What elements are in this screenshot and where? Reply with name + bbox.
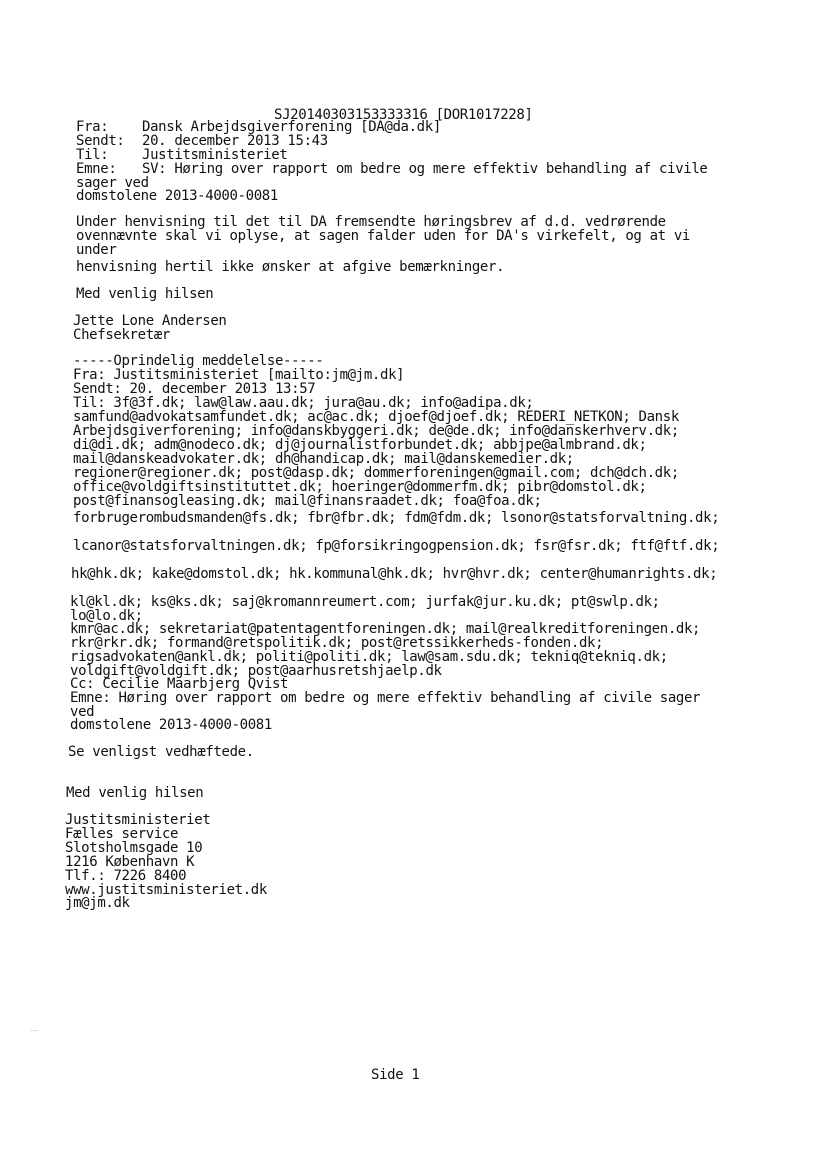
recipient-line: Arbejdsgiverforening; info@danskbyggeri.dk; de@de.dk; info@danskerhverv.dk; — [73, 423, 679, 439]
signature-line: 1216 København K — [65, 854, 195, 870]
recipient-line: Til: 3f@3f.dk; law@law.aau.dk; jura@au.dk; info@adipa.dk; — [73, 395, 534, 411]
signature-line: Tlf.: 7226 8400 — [65, 868, 187, 884]
signature-line: www.justitsministeriet.dk — [65, 882, 267, 898]
reference-id: SJ20140303153333316 [DOR1017228] — [274, 107, 533, 123]
to-value: Justitsministeriet — [142, 147, 288, 163]
recipient-line: rkr@rkr.dk; formand@retspolitik.dk; post@retssikkerheds-fonden.dk; — [70, 635, 604, 651]
recipient-line: office@voldgiftsinstituttet.dk; hoeringer@dommerfm.dk; pibr@domstol.dk; — [73, 479, 647, 495]
subject-label: Emne: — [76, 161, 117, 177]
subject-cont-1: sager ved — [76, 175, 149, 191]
recipient-line: di@di.dk; adm@nodeco.dk; dj@journalistforbundet.dk; abbjpe@almbrand.dk; — [73, 437, 647, 453]
recipient-line: voldgift@voldgift.dk; post@aarhusretshjaelp.dk — [70, 663, 442, 679]
original-subject-line: domstolene 2013-4000-0081 — [70, 717, 272, 733]
reply-signature-name: Jette Lone Andersen — [73, 313, 227, 329]
recipient-line: kmr@ac.dk; sekretariat@patentagentforeningen.dk; mail@realkreditforeningen.dk; — [70, 621, 701, 637]
subject-row — [76, 162, 708, 176]
signature-line: Fælles service — [65, 826, 179, 842]
recipient-line: lcanor@statsforvaltningen.dk; fp@forsikringogpension.dk; fsr@fsr.dk; ftf@ftf.dk; — [73, 538, 720, 554]
original-closing: Med venlig hilsen — [66, 785, 204, 801]
recipient-line: lo@lo.dk; — [70, 608, 143, 624]
recipient-line: forbrugerombudsmanden@fs.dk; fbr@fbr.dk; fdm@fdm.dk; lsonor@statsforvaltning.dk; — [73, 510, 720, 526]
from-value: Dansk Arbejdsgiverforening [DA@da.dk] — [142, 119, 441, 135]
page-footer: Side 1 — [371, 1067, 420, 1083]
reply-body-line: Under henvisning til det til DA fremsendte høringsbrev af d.d. vedrørende — [76, 214, 666, 230]
recipient-line: mail@danskeadvokater.dk; dh@handicap.dk; mail@danskemedier.dk; — [73, 451, 574, 467]
signature-line: Slotsholmsgade 10 — [65, 840, 203, 856]
original-separator: -----Oprindelig meddelelse----- — [73, 353, 324, 369]
reply-body-line: ovennævnte skal vi oplyse, at sagen falder uden for DA's virkefelt, og at vi — [76, 228, 690, 244]
reply-body-line: henvisning hertil ikke ønsker at afgive bemærkninger. — [76, 259, 505, 275]
subject-value: SV: Høring over rapport om bedre og mere effektiv behandling af civile — [142, 161, 708, 177]
from-row — [76, 120, 441, 134]
original-from: Fra: Justitsministeriet [mailto:jm@jm.dk] — [73, 367, 405, 383]
sent-value: 20. december 2013 15:43 — [142, 133, 328, 149]
scan-artifact — [30, 1030, 38, 1031]
signature-line: jm@jm.dk — [65, 895, 130, 911]
recipient-line: samfund@advokatsamfundet.dk; ac@ac.dk; djoef@djoef.dk; REDERI_NETKON; Dansk — [73, 409, 679, 425]
original-body: Se venligst vedhæftede. — [68, 744, 254, 760]
recipient-line: kl@kl.dk; ks@ks.dk; saj@kromannreumert.com; jurfak@jur.ku.dk; pt@swlp.dk; — [70, 594, 660, 610]
subject-cont-2: domstolene 2013-4000-0081 — [76, 188, 278, 204]
sent-label: Sendt: — [76, 133, 125, 149]
signature-line: Justitsministeriet — [65, 812, 211, 828]
recipient-line: rigsadvokaten@ankl.dk; politi@politi.dk; law@sam.sdu.dk; tekniq@tekniq.dk; — [70, 649, 668, 665]
from-label: Fra: — [76, 119, 109, 135]
original-cc: Cc: Cecilie Maarbjerg Qvist — [70, 676, 289, 692]
sent-row — [76, 134, 328, 148]
recipient-line: regioner@regioner.dk; post@dasp.dk; dommerforeningen@gmail.com; dch@dch.dk; — [73, 465, 679, 481]
original-subject-line: Emne: Høring over rapport om bedre og mere effektiv behandling af civile sager — [70, 690, 701, 706]
reply-signature-title: Chefsekretær — [73, 327, 170, 343]
reply-body-line: under — [76, 242, 117, 258]
reply-closing: Med venlig hilsen — [76, 286, 214, 302]
to-row — [76, 148, 287, 162]
to-label: Til: — [76, 147, 109, 163]
recipient-line: post@finansogleasing.dk; mail@finansraadet.dk; foa@foa.dk; — [73, 493, 542, 509]
original-sent: Sendt: 20. december 2013 13:57 — [73, 381, 316, 397]
original-subject-line: ved — [70, 704, 95, 720]
recipient-line: hk@hk.dk; kake@domstol.dk; hk.kommunal@hk.dk; hvr@hvr.dk; center@humanrights.dk; — [71, 566, 718, 582]
